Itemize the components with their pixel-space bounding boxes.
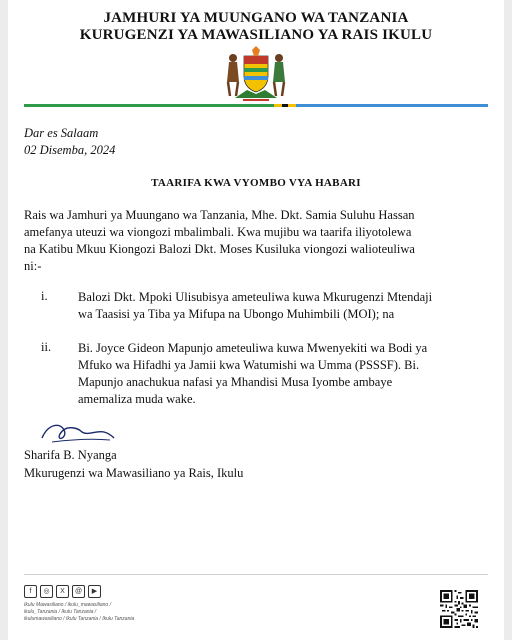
coat-of-arms-icon	[221, 46, 291, 102]
header-line-2: KURUGENZI YA MAWASILIANO YA RAIS IKULU	[79, 27, 433, 43]
list-item-number: i.	[41, 289, 48, 303]
date-day: 02 Disemba, 2024	[24, 143, 116, 157]
intro-line: na Katibu Mkuu Kiongozi Balozi Dkt. Moses Kusiluka viongozi walioteuliwa	[24, 242, 415, 256]
flag-stripe-green	[24, 104, 274, 107]
intro-line: ni:-	[24, 259, 42, 273]
threads-icon[interactable]: @	[72, 585, 85, 598]
list-item-line: wa Taasisi ya Tiba ya Mifupa na Ubongo Muhimbili (MOI); na	[78, 307, 395, 321]
list-item-text	[78, 289, 488, 323]
qr-code-icon	[440, 590, 478, 628]
x-icon[interactable]: X	[56, 585, 69, 598]
footer-handles-line: ikulu_Tanzania / Ikulu Tanzania /	[24, 609, 97, 615]
signatory-title: Mkurugenzi wa Mawasiliano ya Rais, Ikulu	[24, 466, 244, 480]
intro-line: amefanya uteuzi wa viongozi mbalimbali. Kwa mujibu wa taarifa iliyotolewa	[24, 225, 412, 239]
instagram-icon[interactable]: ◎	[40, 585, 53, 598]
list-item-line: Mfuko wa Hifadhi ya Jamii kwa Watumishi wa Umma (PSSSF). Bi.	[78, 358, 420, 372]
footer-handles-line: Ikulu Mawasiliano / ikulu_mawasiliano /	[24, 602, 111, 608]
date-place: Dar es Salaam	[24, 126, 99, 140]
list-item-line: Balozi Dkt. Mpoki Ulisubisya ameteuliwa kuwa Mkurugenzi Mtendaji	[78, 290, 433, 304]
intro-paragraph	[24, 207, 488, 275]
flag-stripe-yellow	[274, 104, 282, 107]
handwritten-signature	[38, 416, 118, 448]
intro-line: Rais wa Jamhuri ya Muungano wa Tanzania, Mhe. Dkt. Samia Suluhu Hassan	[24, 208, 415, 222]
document-page	[8, 0, 504, 640]
list-item-line: Mapunjo anachukua nafasi ya Mhandisi Musa Iyombe ambaye	[78, 375, 393, 389]
list-item-line: amemaliza muda wake.	[78, 392, 196, 406]
list-item-number: ii.	[41, 340, 52, 354]
youtube-icon[interactable]: ▶	[88, 585, 101, 598]
document-title: TAARIFA KWA VYOMBO VYA HABARI	[151, 177, 361, 189]
footer-divider	[24, 574, 488, 575]
flag-stripe-blue	[296, 104, 488, 107]
list-item-line: Bi. Joyce Gideon Mapunjo ameteuliwa kuwa Mwenyekiti wa Bodi ya	[78, 341, 428, 355]
date-block	[24, 125, 115, 159]
signatory-name: Sharifa B. Nyanga	[24, 448, 117, 462]
facebook-icon[interactable]: f	[24, 585, 37, 598]
footer-handles-line: ikulumawasiliano / Ikulu Tanzania / Ikulu Tanzania	[24, 616, 135, 622]
social-icons	[24, 585, 101, 597]
flag-stripe-yellow-2	[288, 104, 296, 107]
header-line-1: JAMHURI YA MUUNGANO WA TANZANIA	[103, 10, 409, 26]
list-item-text	[78, 340, 488, 408]
